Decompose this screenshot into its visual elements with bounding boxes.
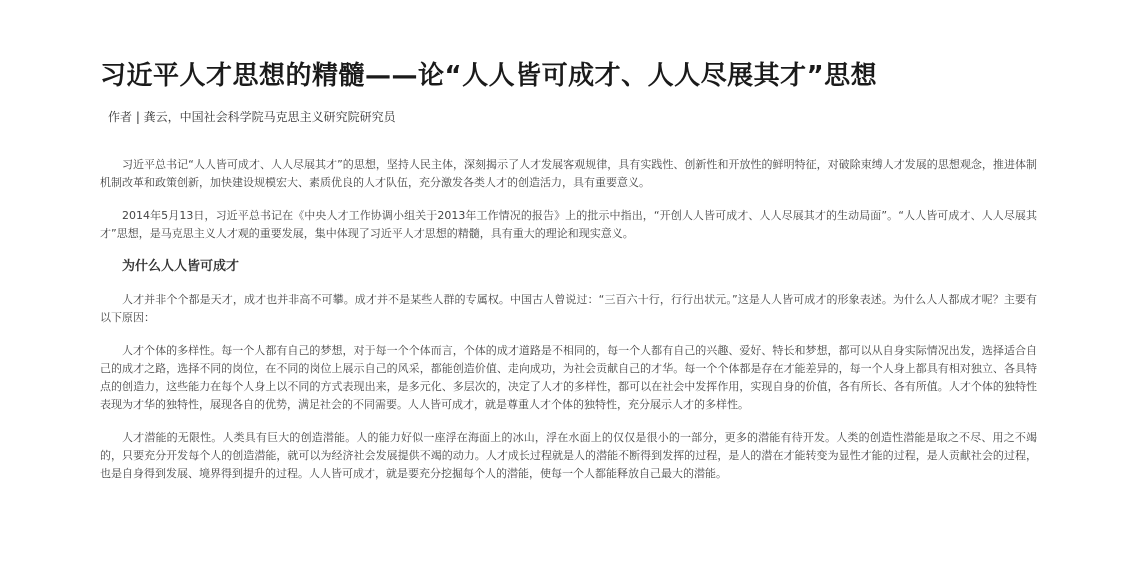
section-heading: 为什么人人皆可成才 [122,259,240,274]
paragraph-intro: 习近平总书记“人人皆可成才、人人尽展其才”的思想，坚持人民主体，深刻揭示了人才发展客观规律，具有实践性、创新性和开放性的鲜明特征，对破除束缚人才发展的思想观念，推进体制机制改革和政策创新，加快建设规模宏大、素质优良的人才队伍，充分激发各类人才的创造活力，具有重要意义。 [100,158,1037,189]
article-title: 习近平人才思想的精髓——论“人人皆可成才、人人尽展其才”思想 [100,61,878,91]
paragraph-section-intro: 人才并非个个都是天才，成才也并非高不可攀。成才并不是某些人群的专属权。中国古人曾说过：“三百六十行，行行出状元。”这是人人皆可成才的形象表述。为什么人人都成才呢？主要有以下原因： [100,293,1037,324]
paragraph-diversity: 人才个体的多样性。每一个人都有自己的梦想，对于每一个个体而言，个体的成才道路是不相同的，每一个人都有自己的兴趣、爱好、特长和梦想，都可以从自身实际情况出发，选择适合自己的成才之路，选择不同的岗位，在不同的岗位上展示自己的风采，都能创造价值、走向成功，为社会贡献自己的才华。每一个个体都是存在才能差异的，每一个人身上都具有相对独立、各具特点的创造力，这些能力在每个人身上以不同的方式表现出来，是多元化、多层次的，决定了人才的多样性，都可以在社会中发挥作用，实现自身的价值，各有所长、各有所值。人才个体的独特性表现为才华的独特性，展现各自的优势，满足社会的不同需要。人人皆可成才，就是尊重人才个体的独特性，充分展示人才的多样性。 [100,344,1037,411]
paragraph-background: 2014年5月13日，习近平总书记在《中央人才工作协调小组关于2013年工作情况的报告》上的批示中指出，“开创人人皆可成才、人人尽展其才的生动局面”。“人人皆可成才、人人尽展其才”思想，是马克思主义人才观的重要发展，集中体现了习近平人才思想的精髓，具有重大的理论和现实意义。 [100,209,1037,240]
article [100,58,1040,498]
paragraph-potential: 人才潜能的无限性。人类具有巨大的创造潜能。人的能力好似一座浮在海面上的冰山，浮在水面上的仅仅是很小的一部分，更多的潜能有待开发。人类的创造性潜能是取之不尽、用之不竭的，只要充分开发每个人的创造潜能，就可以为经济社会发展提供不竭的动力。人才成长过程就是人的潜能不断得到发挥的过程，是人的潜在才能转变为显性才能的过程，是人贡献社会的过程，也是自身得到发展、境界得到提升的过程。人人皆可成才，就是要充分挖掘每个人的潜能，使每一个人都能释放自己最大的潜能。 [100,431,1037,480]
article-byline: 作者 | 龚云，中国社会科学院马克思主义研究院研究员 [108,110,396,124]
article-body [100,156,1037,483]
